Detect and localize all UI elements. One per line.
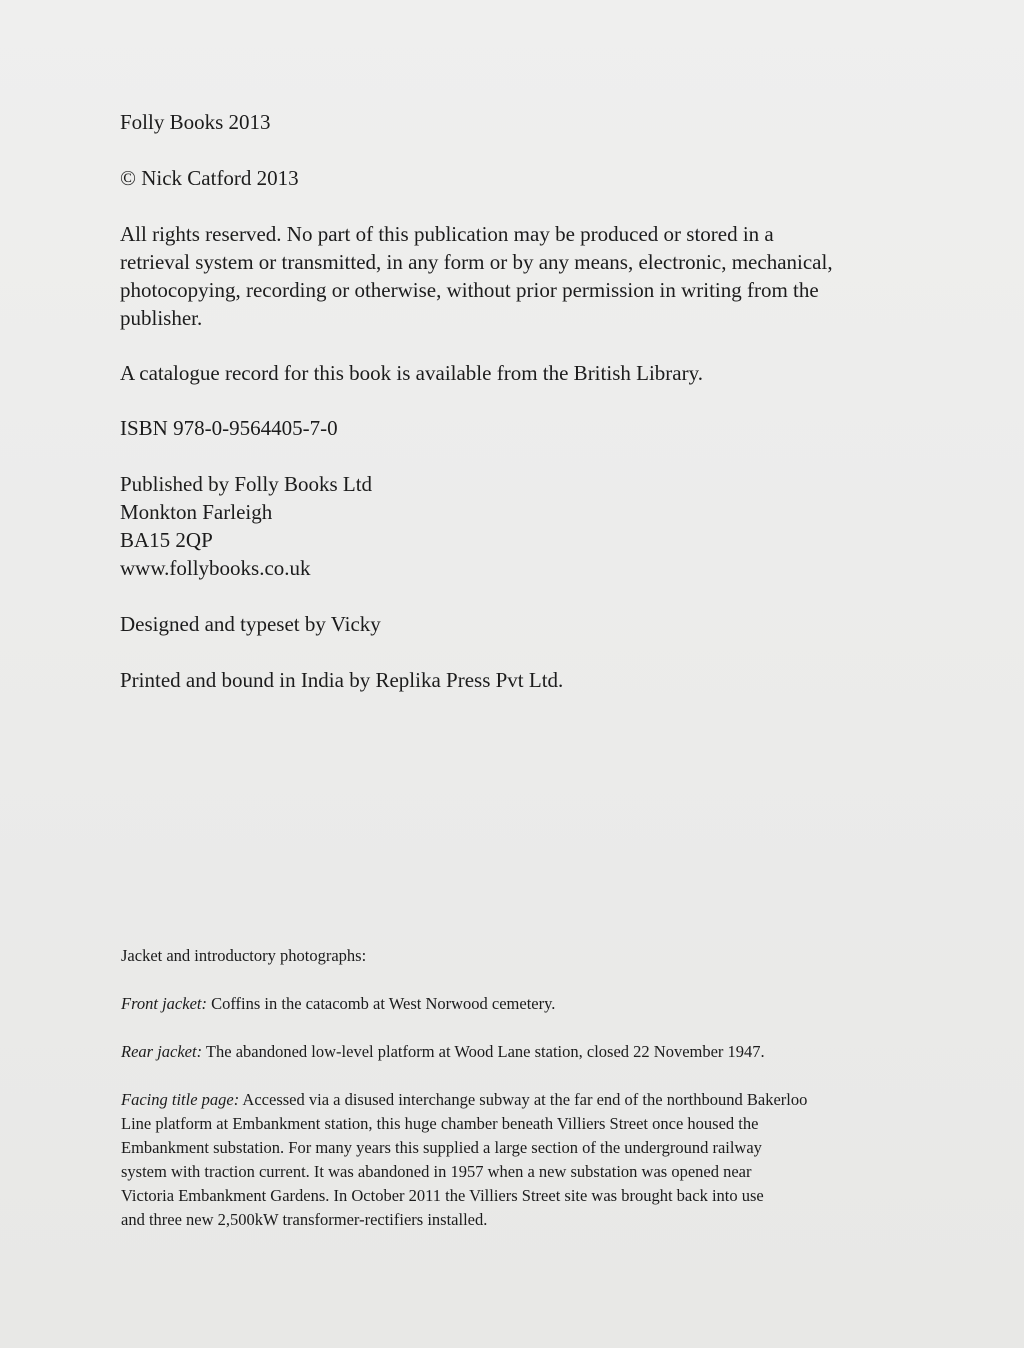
- facing-title-line-1-wrap: [121, 1090, 807, 1109]
- printer-text: Printed and bound in India by Replika Press Pvt Ltd.: [120, 668, 564, 692]
- rights-line-3: photocopying, recording or otherwise, without prior permission in writing from the: [120, 278, 819, 302]
- facing-title-caption: [121, 1088, 916, 1232]
- publisher-block: [120, 470, 880, 582]
- rights-line-1: All rights reserved. No part of this publication may be produced or stored in a: [120, 222, 774, 246]
- facing-title-line-5: Victoria Embankment Gardens. In October 2011 the Villiers Street site was brought back into use: [121, 1186, 764, 1205]
- rear-jacket-label: Rear jacket:: [121, 1042, 203, 1061]
- published-by-line: Published by Folly Books Ltd: [120, 472, 373, 496]
- rights-line-2: retrieval system or transmitted, in any form or by any means, electronic, mechanical,: [120, 250, 833, 274]
- rear-jacket-text: The abandoned low-level platform at Wood Lane station, closed 22 November 1947.: [202, 1042, 765, 1061]
- publisher-postcode: BA15 2QP: [120, 528, 213, 552]
- imprint-text: Folly Books 2013: [120, 110, 271, 134]
- front-jacket-caption: [121, 992, 916, 1016]
- rights-line-4: publisher.: [120, 306, 203, 330]
- rear-jacket-caption: [121, 1040, 916, 1064]
- designer-line: [120, 610, 880, 638]
- facing-title-label: Facing title page:: [121, 1090, 240, 1109]
- copyright-line: [120, 164, 880, 192]
- rights-notice: [120, 220, 880, 332]
- imprint-line: [120, 108, 880, 136]
- photo-credits-heading-text: Jacket and introductory photographs:: [121, 946, 367, 965]
- copyright-text: © Nick Catford 2013: [120, 166, 299, 190]
- isbn-text: ISBN 978-0-9564405-7-0: [120, 416, 338, 440]
- printer-line: [120, 666, 880, 694]
- imprint-section: [120, 108, 880, 694]
- facing-title-line-1: Accessed via a disused interchange subway at the far end of the northbound Bakerloo: [239, 1090, 808, 1109]
- catalogue-record-text: A catalogue record for this book is available from the British Library.: [120, 361, 703, 385]
- front-jacket-text: Coffins in the catacomb at West Norwood cemetery.: [206, 994, 556, 1013]
- facing-title-line-3: Embankment substation. For many years this supplied a large section of the underground railway: [121, 1138, 762, 1157]
- isbn-line: [120, 414, 880, 442]
- designer-text: Designed and typeset by Vicky: [120, 612, 381, 636]
- facing-title-line-4: system with traction current. It was abandoned in 1957 when a new substation was opened near: [121, 1162, 752, 1181]
- catalogue-record: [120, 359, 880, 387]
- publisher-locality: Monkton Farleigh: [120, 500, 273, 524]
- front-jacket-label: Front jacket:: [121, 994, 207, 1013]
- photo-credits-heading: [121, 944, 916, 968]
- publisher-website: www.follybooks.co.uk: [120, 556, 311, 580]
- facing-title-line-2: Line platform at Embankment station, this huge chamber beneath Villiers Street once housed the: [121, 1114, 759, 1133]
- facing-title-line-6: and three new 2,500kW transformer-rectifiers installed.: [121, 1210, 488, 1229]
- photo-credits-section: [121, 944, 916, 1232]
